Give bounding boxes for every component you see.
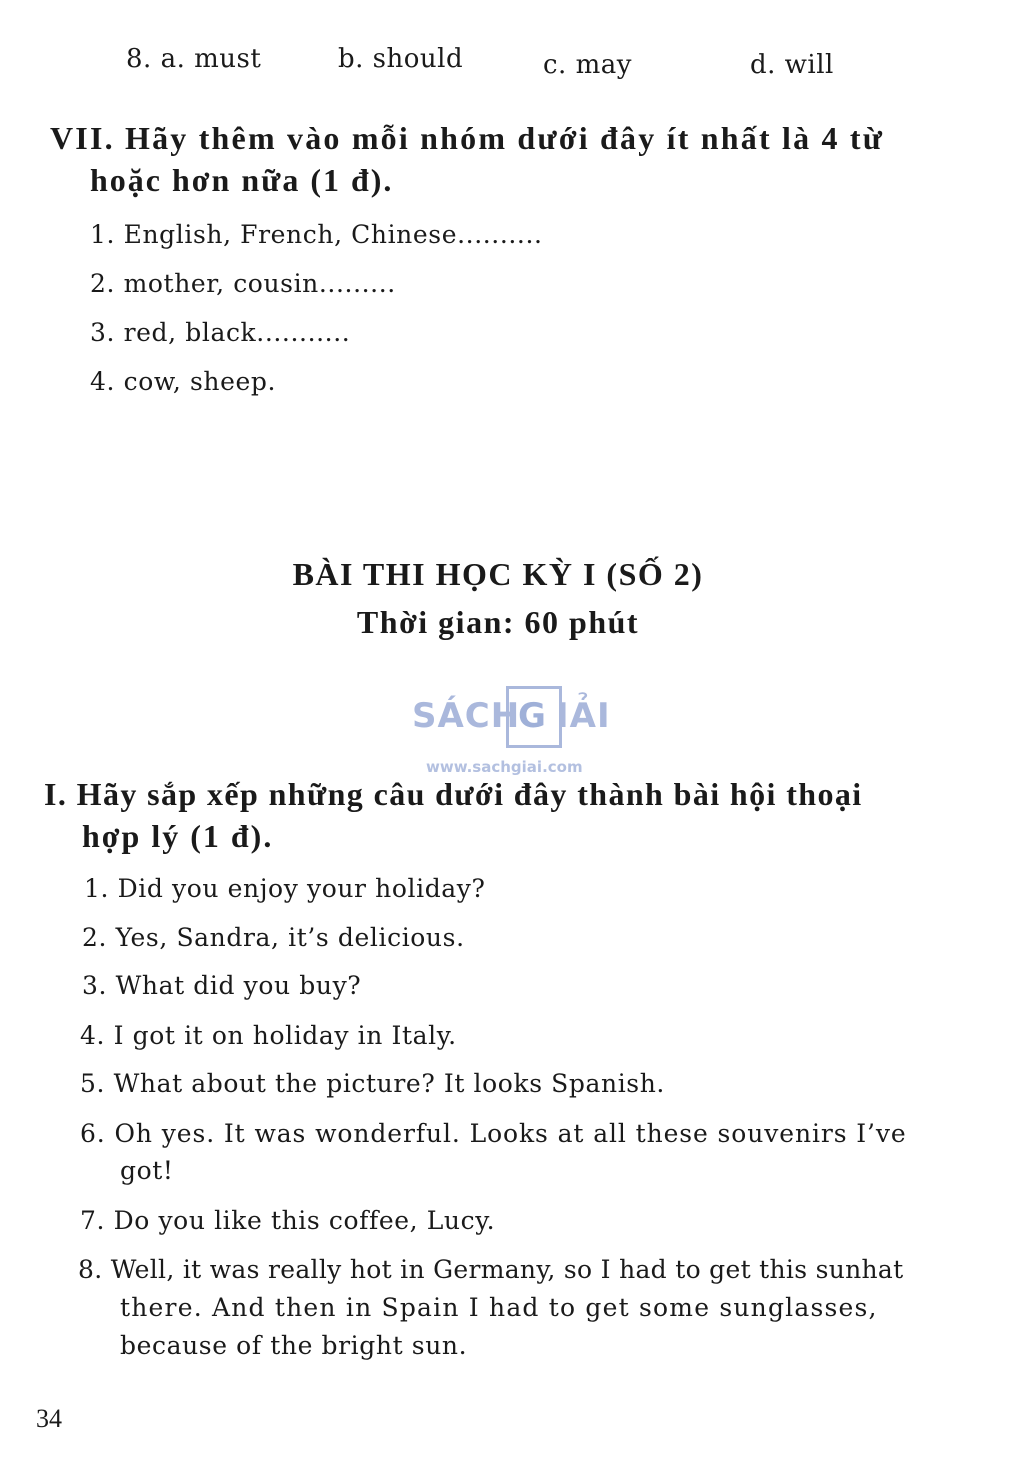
dialogue-line: 6. Oh yes. It was wonderful. Looks at all these souvenirs I’ve	[80, 1119, 907, 1148]
dialogue-line: 2. Yes, Sandra, it’s delicious.	[82, 923, 465, 952]
section-i-heading-line1: I. Hãy sắp xếp những câu dưới đây thành bài hội thoại	[44, 776, 863, 812]
dialogue-line: 8. Well, it was really hot in Germany, so I had to get this sunhat	[78, 1255, 904, 1284]
section-vii-item: 4. cow, sheep.	[90, 367, 277, 396]
section-i-heading-line2: hợp lý (1 đ).	[82, 818, 274, 854]
watermark-letter: G	[518, 696, 547, 736]
section-vii-heading-line2: hoặc hơn nữa (1 đ).	[90, 162, 394, 198]
watermark-left-text: SÁCH	[412, 696, 521, 736]
dialogue-line-continuation: because of the bright sun.	[120, 1331, 468, 1360]
watermark-url: www.sachgiai.com	[426, 758, 583, 776]
exam-title: BÀI THI HỌC KỲ I (SỐ 2)	[292, 556, 704, 592]
dialogue-line: 1. Did you enjoy your holiday?	[84, 874, 486, 903]
option-b: b. should	[338, 44, 464, 74]
section-vii-item: 3. red, black...........	[90, 318, 351, 347]
section-vii-item: 2. mother, cousin.........	[90, 269, 396, 298]
option-a: 8. a. must	[126, 44, 262, 74]
dialogue-line: 3. What did you buy?	[82, 971, 362, 1000]
dialogue-line: 4. I got it on holiday in Italy.	[80, 1021, 457, 1050]
dialogue-line-continuation: got!	[120, 1156, 174, 1185]
dialogue-line-continuation: there. And then in Spain I had to get some sunglasses,	[120, 1293, 878, 1322]
option-c: c. may	[543, 50, 632, 80]
page-number: 34	[36, 1404, 62, 1433]
exam-time: Thời gian: 60 phút	[356, 604, 640, 640]
watermark-logo	[408, 686, 618, 778]
dialogue-line: 5. What about the picture? It looks Spanish.	[80, 1069, 665, 1098]
option-d: d. will	[750, 50, 834, 80]
watermark-right-text: IẢI	[556, 696, 611, 736]
section-vii-heading-line1: VII. Hãy thêm vào mỗi nhóm dưới đây ít nhất là 4 từ	[50, 120, 885, 156]
dialogue-line: 7. Do you like this coffee, Lucy.	[80, 1206, 496, 1235]
section-vii-item: 1. English, French, Chinese..........	[90, 220, 543, 249]
